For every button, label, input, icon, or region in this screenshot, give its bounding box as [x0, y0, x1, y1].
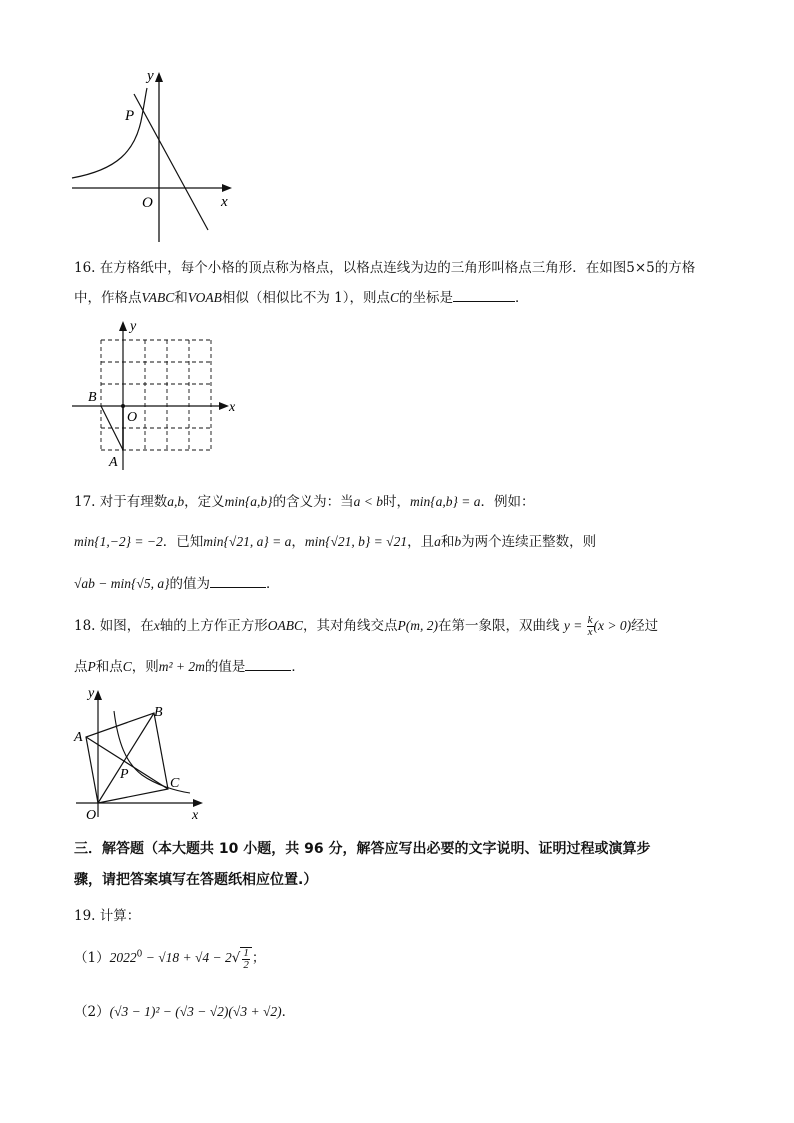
q17-line2: [74, 530, 596, 550]
q18-x-var: x: [153, 618, 160, 633]
q16-text-2c: 相似（相似比不为 1），则点: [221, 290, 390, 306]
q17-text-3a: 的值为: [169, 576, 210, 592]
q17-condition: a < b: [353, 494, 383, 509]
q18-c: C: [122, 659, 132, 674]
q19-part2: [74, 1000, 295, 1020]
q17-text-1c: 的含义为：当: [272, 494, 354, 510]
q17-text-1a: 对于有理数: [99, 494, 168, 510]
q19-part1-exponent: 0: [136, 949, 143, 960]
fig18-point-a-label: A: [74, 730, 83, 745]
q17-min-1: min{√21, a} = a: [203, 534, 292, 549]
q18-text-1b: 轴的上方作正方形: [159, 618, 268, 634]
fig16-y-label: y: [130, 319, 137, 334]
q19-number: 19.: [74, 908, 96, 924]
q19-part1-base: 2022: [109, 950, 137, 965]
fig16-point-b-label: B: [88, 390, 97, 405]
fig18-point-p-label: P: [120, 767, 129, 782]
q16-text-2b: 和: [174, 290, 188, 306]
q16-text-end: ．: [515, 290, 529, 306]
q18-p: P: [87, 659, 96, 674]
q19-title-line: [74, 904, 140, 924]
q18-text-1d: 在第一象限，双曲线: [438, 618, 560, 634]
q17-text-1b: ，定义: [184, 494, 225, 510]
q18-square: OABC: [267, 618, 304, 633]
q18-text-1e: 经过: [631, 618, 659, 634]
q18-y-eq: y =: [563, 618, 583, 633]
q17-text-1d: 时，: [382, 494, 410, 510]
q19-title: 计算：: [99, 908, 141, 924]
q16-line2: [74, 286, 529, 306]
q19-part2-end: ．: [281, 1004, 296, 1020]
fig15-y-label: y: [147, 68, 154, 84]
fig18-point-b-label: B: [154, 705, 163, 720]
q17-text-2a: ．已知: [162, 534, 204, 550]
fig18-origin-label: O: [86, 808, 97, 823]
q18-expression: m² + 2m: [158, 659, 205, 674]
fig16-origin-label: O: [127, 410, 138, 425]
fig16-x-label: x: [229, 400, 236, 415]
q18-condition: (x > 0): [593, 618, 632, 633]
q17-line3: [74, 572, 279, 592]
figure-q18-square: [66, 683, 216, 823]
q19-part1-numerator: 1: [243, 946, 249, 959]
section3-heading-line1: 三．解答题（本大题共 10 小题，共 96 分，解答应写出必要的文字说明、证明过程或演算步: [74, 841, 651, 857]
q17-var-b: b: [454, 534, 462, 549]
q18-frac-x: x: [587, 626, 593, 638]
q16-triangle-abc: VABC: [141, 290, 175, 305]
q19-part1-label: （1）: [74, 950, 110, 966]
q17-number: 17.: [74, 494, 96, 510]
fig18-y-label: y: [88, 686, 95, 701]
q18-frac-k: k: [587, 614, 593, 626]
q17-text-end: ．: [265, 576, 280, 592]
fig18-point-c-label: C: [170, 776, 180, 791]
q17-vars: a,b: [167, 494, 185, 509]
fig18-x-label: x: [192, 808, 199, 823]
q16-point-c: C: [389, 290, 399, 305]
figure-q15-graph: [66, 62, 246, 247]
q16-text-1: 在方格纸中，每个小格的顶点称为格点，以格点连线为边的三角形叫格点三角形．在如图5×5的方格: [99, 260, 696, 276]
section3-heading-line2: 骤，请把答案填写在答题纸相应位置.）: [74, 872, 318, 888]
q18-line2: [74, 655, 305, 675]
q17-example: min{1,−2} = −2: [74, 534, 163, 549]
q18-text-2d: ，则: [131, 659, 159, 675]
q18-answer-blank[interactable]: [245, 658, 291, 671]
q16-line1: [74, 256, 695, 276]
q16-triangle-oab: VOAB: [187, 290, 222, 305]
q19-part1-sqrt-sign: √: [231, 950, 241, 966]
q19-part1-end: ；: [251, 950, 266, 966]
q17-min-def: min{a,b}: [224, 494, 273, 509]
q17-line1: [74, 490, 535, 510]
q17-var-a: a: [434, 534, 441, 549]
q16-number: 16.: [74, 260, 96, 276]
q17-sep: ，: [291, 534, 305, 550]
q18-text-end: ．: [291, 659, 305, 675]
q17-text-2b: ，且: [407, 534, 435, 550]
q17-and: 和: [440, 534, 455, 550]
q19-part1: [74, 946, 265, 971]
q19-part1-denominator: 2: [243, 958, 249, 971]
q18-text-2e: 的值是: [204, 659, 246, 675]
fig15-origin-label: O: [142, 195, 153, 211]
q17-expression: √ab − min{√5, a}: [74, 576, 170, 591]
fig15-x-label: x: [221, 194, 228, 210]
q18-fraction: [587, 615, 594, 638]
figure-q16-grid: [66, 314, 256, 474]
q18-text-1c: ，其对角线交点: [303, 618, 398, 634]
q16-text-2a: 中，作格点: [74, 290, 142, 306]
q18-line1: [74, 614, 658, 638]
q17-text-1e: ．例如：: [480, 494, 535, 510]
q18-text-2b: 和点: [95, 659, 123, 675]
fig15-point-p-label: P: [125, 108, 135, 124]
q16-text-2d: 的坐标是: [399, 290, 453, 306]
q17-answer-blank[interactable]: [210, 575, 266, 588]
q19-part1-fraction: [240, 947, 252, 971]
fig16-point-a-label: A: [109, 455, 118, 470]
q19-part2-expression: (√3 − 1)² − (√3 − √2)(√3 + √2): [109, 1004, 282, 1019]
q18-text-2a: 点: [74, 659, 88, 675]
q17-result: min{a,b} = a: [409, 494, 481, 509]
q17-text-2c: 为两个连续正整数，则: [461, 534, 597, 550]
q19-part2-label: （2）: [74, 1004, 110, 1020]
q19-part1-expression: − √18 + √4 − 2: [142, 950, 232, 965]
q18-text-1a: 如图，在: [99, 618, 154, 634]
q18-number: 18.: [74, 618, 96, 634]
q17-min-2: min{√21, b} = √21: [304, 534, 408, 549]
q18-point-p: P(m, 2): [397, 618, 439, 633]
q16-answer-blank[interactable]: [453, 289, 515, 302]
